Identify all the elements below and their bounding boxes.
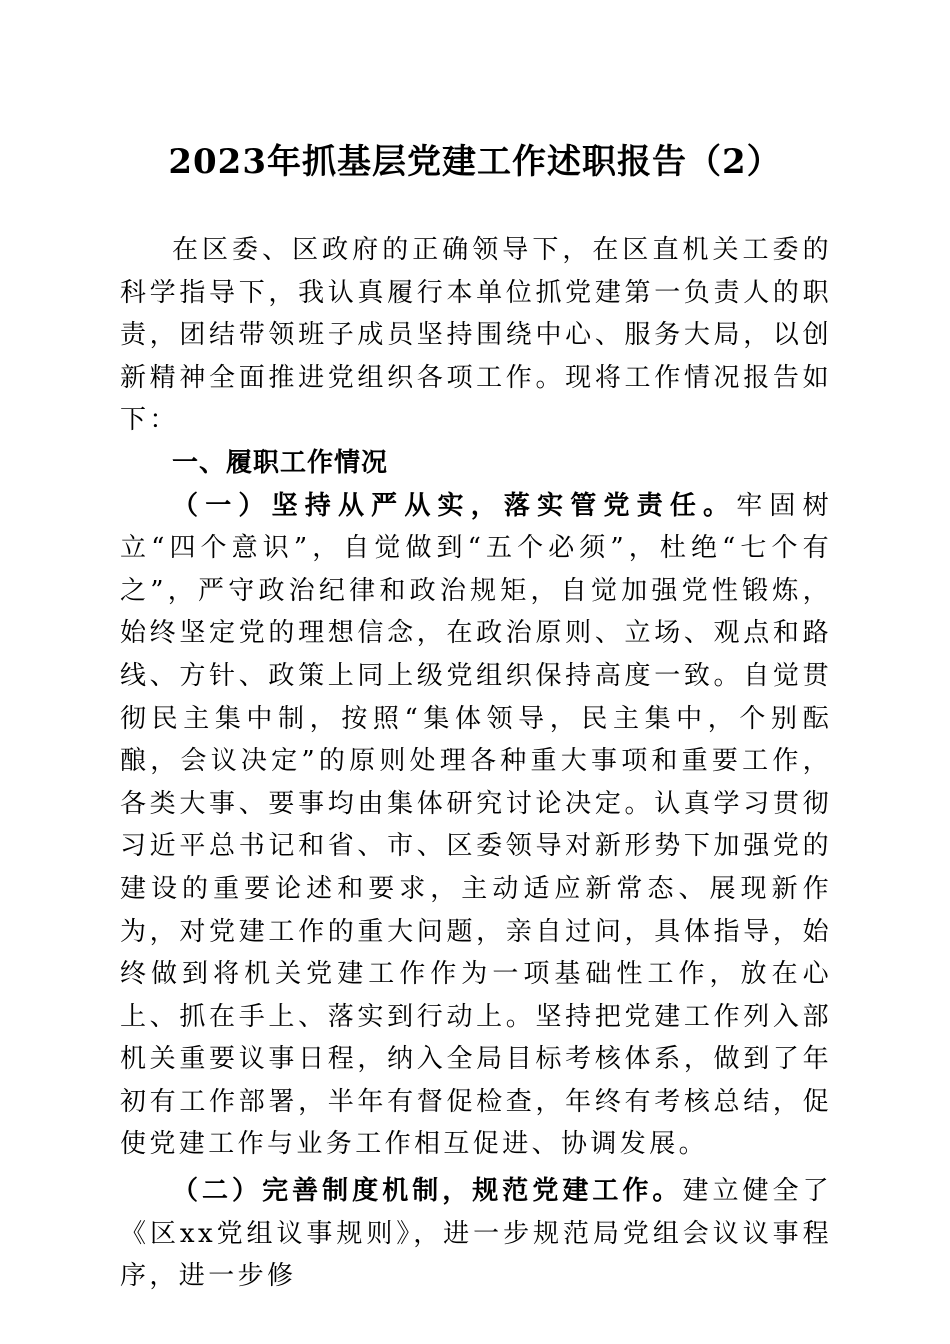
subsection-text-1: 牢固树立“四个意识”，自觉做到“五个必须”，杜绝“七个有之”，严守政治纪律和政治规矩，自觉加强党性锻炼，始终坚定党的理想信念，在政治原则、立场、观点和路线、方针、政策上同上级党组织保持高度一致。自觉贯彻民主集中制，按照“集体领导，民主集中，个别酝酿，会议决定”的原则处理各种重大事项和重要工作，各类大事、要事均由集体研究讨论决定。认真学习贯彻习近平总书记和省、市、区委领导对新形势下加强党的建设的重要论述和要求，主动适应新常态、展现新作为，对党建工作的重大问题，亲自过问，具体指导，始终做到将机关党建工作作为一项基础性工作，放在心上、抓在手上、落实到行动上。坚持把党建工作列入部机关重要议事日程，纳入全局目标考核体系，做到了年初有工作部署，半年有督促检查，年终有考核总结，促使党建工作与业务工作相互促进、协调发展。 bbox=[120, 490, 832, 1160]
document-body bbox=[120, 229, 832, 1298]
document-title: 2023年抓基层党建工作述职报告（2） bbox=[168, 142, 782, 182]
subsection-paragraph-2 bbox=[120, 1170, 832, 1298]
subsection-lead-1: （一）坚持从严从实，落实管党责任。 bbox=[172, 490, 737, 521]
subsection-lead-2: （二）完善制度机制，规范党建工作。 bbox=[172, 1176, 683, 1207]
section-heading-1: 一、履职工作情况 bbox=[172, 447, 389, 478]
intro-paragraph: 在区委、区政府的正确领导下，在区直机关工委的科学指导下，我认真履行本单位抓党建第一负责人的职责，团结带领班子成员坚持围绕中心、服务大局，以创新精神全面推进党组织各项工作。现将工作情况报告如下： bbox=[120, 235, 832, 436]
subsection-paragraph-1 bbox=[120, 485, 832, 1167]
subsection-text-2: 建立健全了《区xx党组议事规则》，进一步规范局党组会议议事程序，进一步修 bbox=[120, 1176, 832, 1292]
